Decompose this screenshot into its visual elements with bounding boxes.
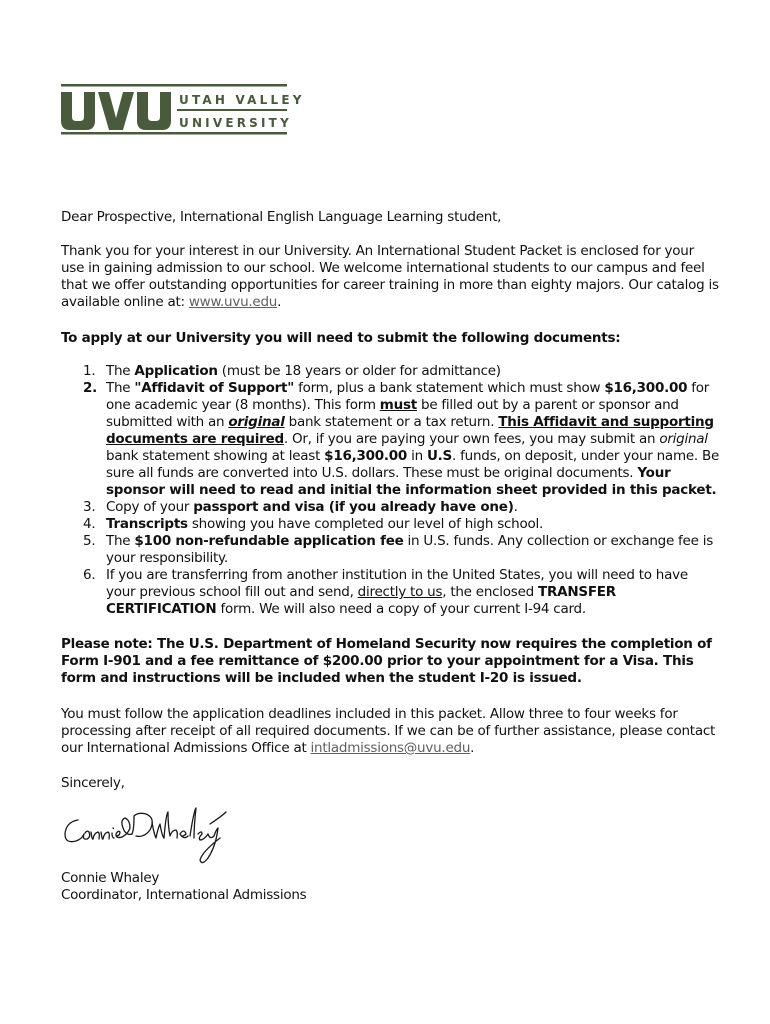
signer-name: Connie Whaley bbox=[61, 870, 160, 886]
list-item bbox=[61, 533, 721, 567]
item-text: . bbox=[513, 499, 518, 515]
list-item bbox=[61, 380, 721, 499]
greeting-text: Dear Prospective, International English Language Learning student, bbox=[61, 209, 502, 225]
item-bold-underline: must bbox=[379, 397, 417, 413]
signer-title: Coordinator, International Admissions bbox=[61, 887, 307, 903]
item-bold: passport and visa (if you already have one) bbox=[193, 499, 514, 515]
list-number: 4. bbox=[83, 516, 96, 532]
item-text: . funds, on deposit, under your name. Be sure all funds are converted into U.S. dollars. These must be original documents. bbox=[106, 448, 720, 481]
item-text: The bbox=[106, 380, 135, 396]
item-text: The bbox=[106, 533, 135, 549]
item-text: in U.S. funds. Any collection or exchange fee is your responsibility. bbox=[106, 533, 713, 566]
item-bold: $100 non-refundable application fee bbox=[134, 533, 404, 549]
intro-paragraph bbox=[61, 243, 721, 311]
sincerely-text: Sincerely, bbox=[61, 775, 125, 791]
logo-line1: UTAH VALLEY bbox=[179, 93, 305, 107]
item-bold: Your sponsor will need to read and initial the information sheet provided in this packet. bbox=[106, 465, 717, 498]
item-bold: $16,300.00 bbox=[324, 448, 408, 464]
item-text: , the enclosed bbox=[442, 584, 539, 600]
item-text: form, plus a bank statement which must show bbox=[294, 380, 605, 396]
item-bold: Application bbox=[134, 363, 218, 379]
greeting bbox=[61, 209, 721, 226]
list-number: 1. bbox=[83, 363, 96, 379]
dhs-note-text: Please note: The U.S. Department of Homeland Security now requires the completion of Form I-901 and a fee remittance of $200.00 prior to your appointment for a Visa. This form and instructions will be included when the student I-20 is issued. bbox=[61, 636, 712, 686]
intro-text: Thank you for your interest in our University. An International Student Packet is enclosed for your use in gaining admission to our school. We welcome international students to our campus and feel that we offer outstanding opportunities for career training in more than eighty majors. Our catalog is available online at: bbox=[61, 243, 719, 310]
item-bold: "Affidavit of Support" bbox=[134, 380, 295, 396]
item-text: form. We will also need a copy of your current I-94 card. bbox=[216, 601, 586, 617]
item-text: in bbox=[407, 448, 427, 464]
closing-paragraph bbox=[61, 706, 721, 757]
catalog-link[interactable]: www.uvu.edu bbox=[188, 294, 278, 310]
closing-text: You must follow the application deadlines included in this packet. Allow three to four weeks for processing after receipt of all required documents. If we can be of further assistance, please contact our International Admissions Office at bbox=[61, 706, 716, 756]
item-text: bank statement or a tax return. bbox=[284, 414, 499, 430]
uvu-logo bbox=[61, 84, 305, 136]
item-text: If you are transferring from another institution in the United States, you will need to have your previous school fill out and send, bbox=[106, 567, 688, 600]
item-italic: original bbox=[659, 431, 708, 447]
signer-block bbox=[61, 870, 721, 904]
list-item bbox=[61, 499, 721, 516]
item-text: The bbox=[106, 363, 135, 379]
item-text: (must be 18 years or older for admittance) bbox=[217, 363, 501, 379]
item-bold-italic-underline: original bbox=[228, 414, 285, 430]
list-number: 3. bbox=[83, 499, 96, 515]
item-bold: U.S bbox=[426, 448, 453, 464]
list-number: 2. bbox=[83, 380, 98, 396]
item-text: for one academic year (8 months). This form bbox=[106, 380, 710, 413]
documents-heading bbox=[61, 330, 721, 347]
item-text: Copy of your bbox=[106, 499, 194, 515]
item-text: showing you have completed our level of high school. bbox=[187, 516, 544, 532]
item-bold: Transcripts bbox=[106, 516, 188, 532]
item-text: . Or, if you are paying your own fees, you may submit an bbox=[283, 431, 660, 447]
item-bold: TRANSFER CERTIFICATION bbox=[106, 584, 616, 617]
list-item bbox=[61, 567, 721, 618]
list-number: 5. bbox=[83, 533, 96, 549]
documents-heading-text: To apply at our University you will need to submit the following documents: bbox=[61, 330, 621, 346]
logo-line2: UNIVERSITY bbox=[179, 116, 292, 130]
handwritten-signature bbox=[60, 806, 230, 868]
item-bold: $16,300.00 bbox=[604, 380, 688, 396]
closing-end: . bbox=[470, 740, 475, 756]
documents-list bbox=[61, 363, 721, 618]
item-text: be filled out by a parent or sponsor and submitted with an bbox=[106, 397, 679, 430]
admissions-email-link[interactable]: intladmissions@uvu.edu bbox=[310, 740, 471, 756]
dhs-note bbox=[61, 636, 721, 687]
list-item bbox=[61, 516, 721, 533]
intro-end: . bbox=[277, 294, 282, 310]
item-underline: directly to us bbox=[357, 584, 443, 600]
sincerely bbox=[61, 775, 721, 792]
item-text: bank statement showing at least bbox=[106, 448, 325, 464]
list-number: 6. bbox=[83, 567, 96, 583]
list-item bbox=[61, 363, 721, 380]
item-bold-underline: This Affidavit and supporting documents are required bbox=[106, 414, 714, 447]
